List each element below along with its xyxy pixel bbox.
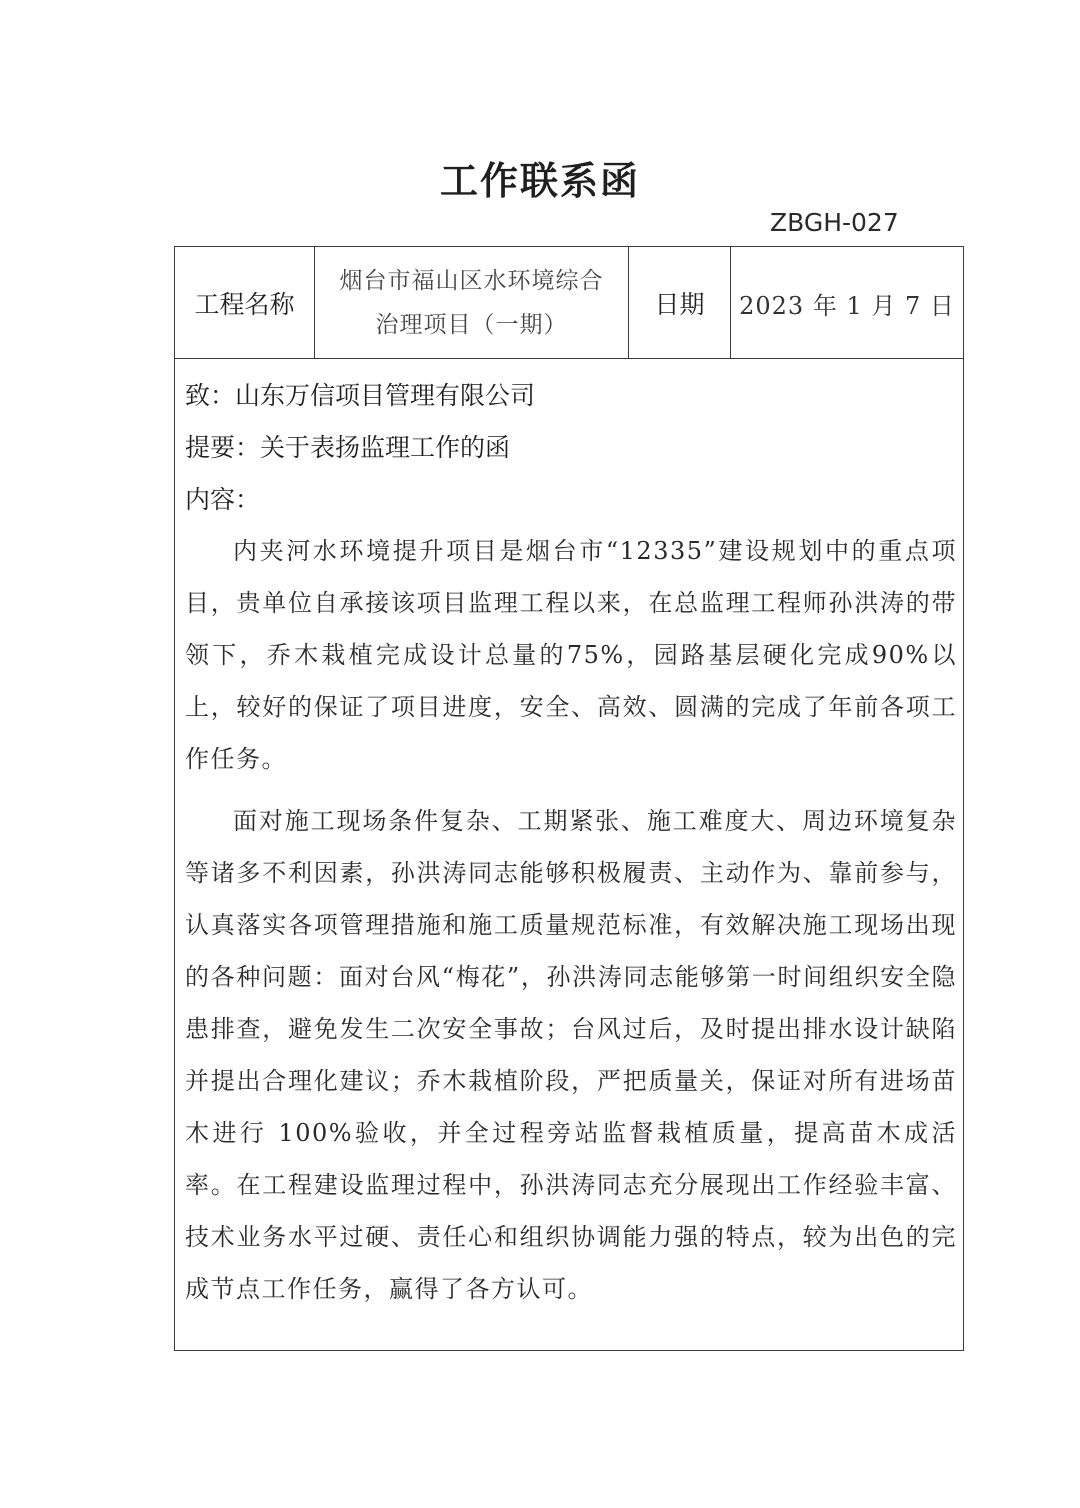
letter-form [174, 246, 964, 1351]
content-label: 内容： [185, 485, 261, 514]
project-name-label: 工程名称 [175, 247, 315, 359]
recipient-line: 致：山东万信项目管理有限公司 [185, 381, 536, 410]
page-title: 工作联系函 [439, 158, 640, 203]
header-row [175, 247, 963, 359]
date-label: 日期 [629, 247, 731, 359]
subject-line: 提要：关于表扬监理工作的函 [185, 433, 511, 462]
body-paragraph: 内夹河水环境提升项目是烟台市“12335”建设规划中的重点项目，贵单位自承接该项目监理工程以来，在总监理工程师孙洪涛的带领下，乔木栽植完成设计总量的75%，园路基层硬化完成90%以上，较好的保证了项目进度，安全、高效、圆满的完成了年前各项工作任务。 [185, 537, 957, 773]
document-code: ZBGH-027 [770, 208, 899, 237]
letter-body [185, 525, 957, 1325]
date-value: 2023 年 1 月 7 日 [739, 291, 955, 320]
project-name-value: 烟台市福山区水环境综合治理项目（一期） [315, 247, 629, 359]
body-paragraph: 面对施工现场条件复杂、工期紧张、施工难度大、周边环境复杂等诸多不利因素，孙洪涛同志能够积极履责、主动作为、靠前参与，认真落实各项管理措施和施工质量规范标准，有效解决施工现场出现的各种问题：面对台风“梅花”，孙洪涛同志能够第一时间组织安全隐患排查，避免发生二次安全事故；台风过后，及时提出排水设计缺陷并提出合理化建议；乔木栽植阶段，严把质量关，保证对所有进场苗木进行 100%验收，并全过程旁站监督栽植质量，提高苗木成活率。在工程建设监理过程中，孙洪涛同志充分展现出工作经验丰富、技术业务水平过硬、责任心和组织协调能力强的特点，较为出色的完成节点工作任务，赢得了各方认可。 [185, 807, 957, 1303]
